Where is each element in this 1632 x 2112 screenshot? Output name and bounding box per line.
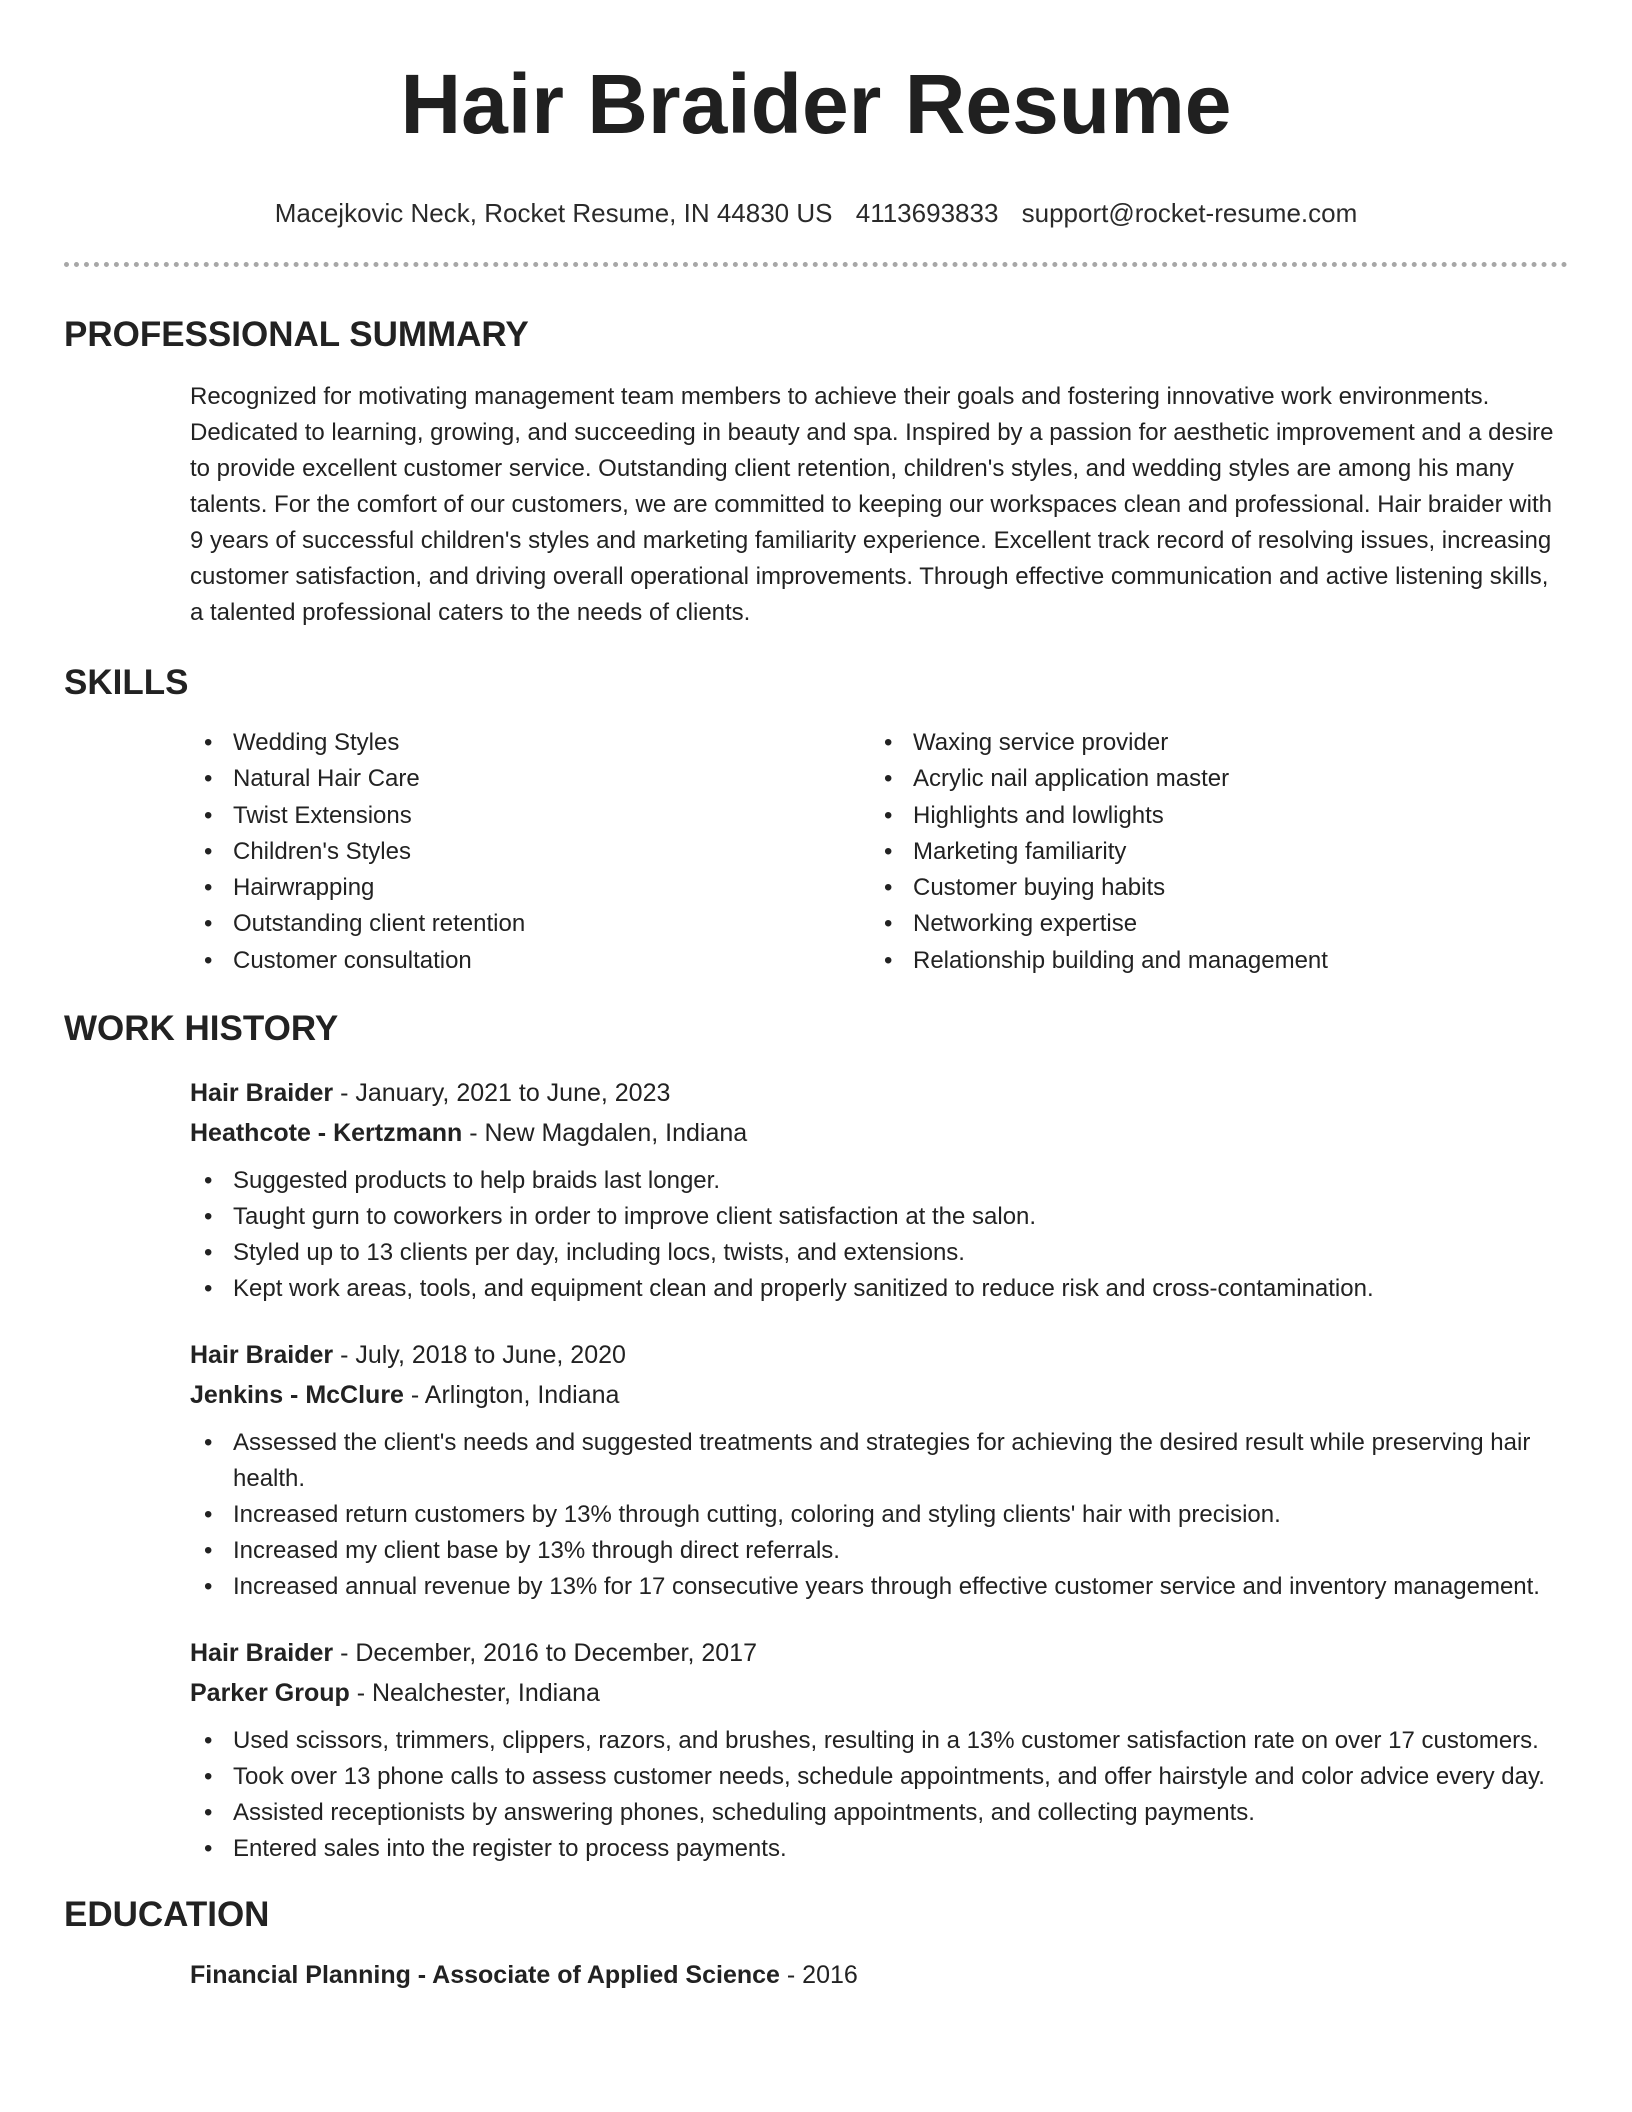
job-title-line — [190, 1335, 1568, 1375]
job-location: - Arlington, Indiana — [403, 1381, 620, 1410]
summary-text: Recognized for motivating management team members to achieve their goals and fostering innovative work environments. Dedicated to learning, growing, and succeeding in beauty and spa. Inspired by a passion for aesthetic improvement and a desire to provide excellent customer service. Outstanding client retention, children's styles, and wedding styles are among his many talents. For the comfort of our customers, we are committed to keeping our workspaces clean and professional. Hair braider with 9 years of successful children's styles and marketing familiarity experience. Excellent track record of resolving issues, increasing customer satisfaction, and driving overall operational improvements. Through effective communication and active listening skills, a talented professional caters to the needs of clients. — [190, 383, 1554, 626]
education-heading: EDUCATION — [64, 1895, 270, 1935]
skill-item: • Marketing familiarity — [870, 834, 1550, 870]
job-bullet: • Increased return customers by 13% through cutting, coloring and styling clients' hair with precision. — [190, 1497, 1568, 1533]
contact-email: support@rocket-resume.com — [1021, 198, 1358, 228]
skills-heading: SKILLS — [64, 663, 189, 702]
job-title-line — [190, 1073, 1568, 1113]
skill-item: • Acrylic nail application master — [870, 761, 1550, 797]
job-title: Hair Braider — [190, 1341, 334, 1370]
education-degree: Financial Planning - Associate of Applied Science — [190, 1961, 780, 1990]
job-company-line — [190, 1673, 1568, 1713]
skill-item: • Twist Extensions — [190, 798, 870, 834]
job-bullet: • Suggested products to help braids last longer. — [190, 1163, 1568, 1199]
job-bullets — [190, 1163, 1568, 1307]
contact-address: Macejkovic Neck, Rocket Resume, IN 44830 US — [274, 198, 833, 228]
education-year: - 2016 — [779, 1961, 858, 1990]
job-bullet: • Taught gurn to coworkers in order to improve client satisfaction at the salon. — [190, 1199, 1568, 1235]
contact-line — [0, 196, 1632, 230]
job-bullet: • Styled up to 13 clients per day, including locs, twists, and extensions. — [190, 1235, 1568, 1271]
job-dates: - January, 2021 to June, 2023 — [333, 1079, 671, 1108]
job-bullets — [190, 1723, 1568, 1867]
skill-item: • Wedding Styles — [190, 725, 870, 761]
skill-item: • Customer buying habits — [870, 870, 1550, 906]
job-title: Hair Braider — [190, 1079, 334, 1108]
job-company-line — [190, 1375, 1568, 1415]
skills-column-right — [870, 725, 1550, 979]
job-entry — [190, 1335, 1568, 1605]
job-bullet: • Increased my client base by 13% through direct referrals. — [190, 1533, 1568, 1569]
job-bullet: • Entered sales into the register to process payments. — [190, 1831, 1568, 1867]
job-bullet: • Assessed the client's needs and suggested treatments and strategies for achieving the desired result while preserving hair health. — [190, 1425, 1568, 1497]
skill-item: • Children's Styles — [190, 834, 870, 870]
job-company: Heathcote - Kertzmann — [190, 1119, 463, 1148]
contact-phone: 4113693833 — [855, 198, 999, 228]
job-dates: - July, 2018 to June, 2020 — [333, 1341, 626, 1370]
skill-item: • Natural Hair Care — [190, 761, 870, 797]
skill-item: • Outstanding client retention — [190, 906, 870, 942]
job-location: - New Magdalen, Indiana — [462, 1119, 748, 1148]
job-bullet: • Used scissors, trimmers, clippers, razors, and brushes, resulting in a 13% customer satisfaction rate on over 17 customers. — [190, 1723, 1568, 1759]
job-bullets — [190, 1425, 1568, 1605]
job-bullet: • Assisted receptionists by answering phones, scheduling appointments, and collecting payments. — [190, 1795, 1568, 1831]
header-divider — [64, 262, 1568, 267]
work-history-heading: WORK HISTORY — [64, 1009, 339, 1049]
skill-item: • Relationship building and management — [870, 943, 1550, 979]
skill-item: • Networking expertise — [870, 906, 1550, 942]
skill-item: • Highlights and lowlights — [870, 798, 1550, 834]
job-dates: - December, 2016 to December, 2017 — [333, 1639, 757, 1668]
job-title-line — [190, 1633, 1568, 1673]
job-entry — [190, 1633, 1568, 1867]
job-company: Parker Group — [190, 1679, 350, 1708]
job-company-line — [190, 1113, 1568, 1153]
summary-heading: PROFESSIONAL SUMMARY — [64, 315, 529, 354]
skill-item: • Customer consultation — [190, 943, 870, 979]
job-entry — [190, 1073, 1568, 1307]
job-bullet: • Took over 13 phone calls to assess customer needs, schedule appointments, and offer hairstyle and color advice every day. — [190, 1759, 1568, 1795]
resume-title: Hair Braider Resume — [400, 57, 1232, 151]
skill-item: • Hairwrapping — [190, 870, 870, 906]
skills-list — [190, 725, 1568, 979]
job-bullet: • Increased annual revenue by 13% for 17 consecutive years through effective customer service and inventory management. — [190, 1569, 1568, 1605]
skill-item: • Waxing service provider — [870, 725, 1550, 761]
job-title: Hair Braider — [190, 1639, 334, 1668]
education-entry — [190, 1955, 1568, 1995]
job-bullet: • Kept work areas, tools, and equipment clean and properly sanitized to reduce risk and cross-contamination. — [190, 1271, 1568, 1307]
job-company: Jenkins - McClure — [190, 1381, 404, 1410]
job-location: - Nealchester, Indiana — [349, 1679, 600, 1708]
skills-column-left — [190, 725, 870, 979]
